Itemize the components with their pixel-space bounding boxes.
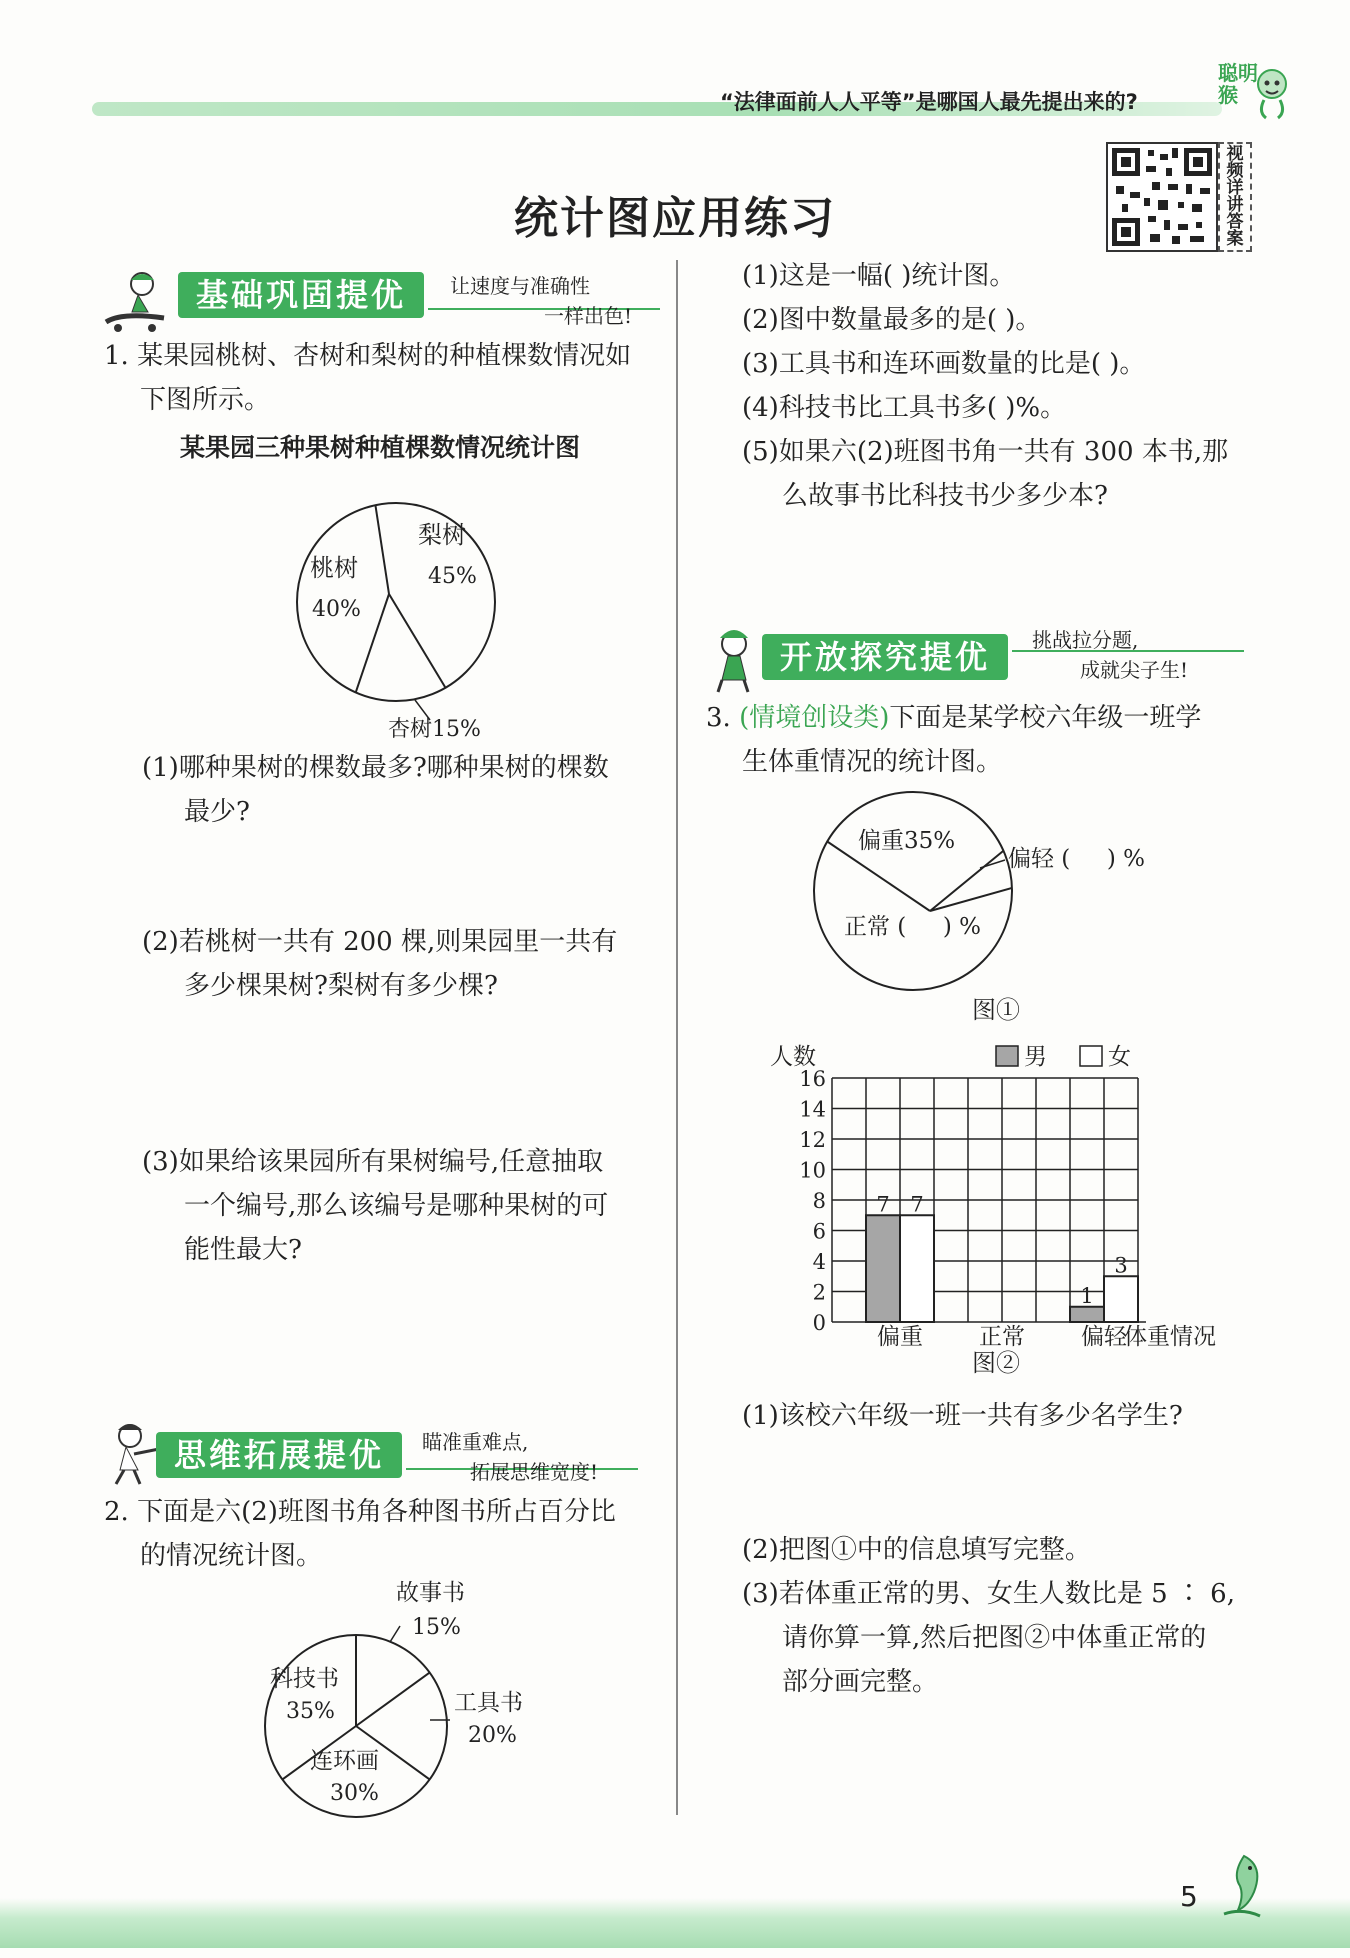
pie-divider-1 bbox=[930, 851, 1003, 911]
q1-sub3-line1: (3)如果给该果园所有果树编号,任意抽取 bbox=[142, 1147, 604, 1177]
y-tick-label: 4 bbox=[812, 1250, 826, 1274]
motto-text: “法律面前人人平等”是哪国人最先提出来的? bbox=[720, 90, 1138, 114]
q3-sub1: (1)该校六年级一班一共有多少名学生? bbox=[742, 1401, 1183, 1431]
x-tick-label: 偏重 bbox=[877, 1324, 923, 1350]
slice-label-tool: 工具书 bbox=[454, 1690, 523, 1716]
basic-slogan-2: 一样出色! bbox=[544, 304, 633, 328]
q1-chart-title: 某果园三种果树种植棵数情况统计图 bbox=[180, 433, 581, 462]
slice-value-science: 35% bbox=[286, 1699, 335, 1724]
slice-label-peach: 桃树 bbox=[310, 554, 358, 582]
thinking-section-banner bbox=[156, 1430, 646, 1484]
legend-swatch-male bbox=[996, 1046, 1018, 1066]
slice-value-peach: 40% bbox=[312, 597, 361, 622]
basic-section-tag: 基础巩固提优 bbox=[178, 272, 424, 318]
y-tick-label: 0 bbox=[812, 1311, 826, 1335]
q2-sub1: (1)这是一幅( )统计图。 bbox=[742, 261, 1016, 291]
bar-男-偏重 bbox=[866, 1215, 900, 1322]
leader-line bbox=[980, 860, 1005, 868]
q1-stem-line2: 下图所示。 bbox=[140, 385, 271, 415]
q3-sub3-line2: 请你算一算,然后把图②中体重正常的 bbox=[782, 1623, 1207, 1653]
slice-label-pear: 梨树 bbox=[418, 521, 466, 549]
y-axis-label: 人数 bbox=[770, 1044, 816, 1070]
y-tick-label: 12 bbox=[799, 1128, 826, 1152]
thinking-section-tag: 思维拓展提优 bbox=[156, 1432, 402, 1478]
weight-bar-chart bbox=[750, 1030, 1250, 1360]
pie-divider-杏树 bbox=[389, 594, 446, 688]
bar-value-label: 3 bbox=[1114, 1253, 1128, 1278]
slice-label-science: 科技书 bbox=[270, 1666, 339, 1692]
slice-value-tool: 20% bbox=[468, 1723, 517, 1748]
q3-number: 3. bbox=[706, 703, 731, 733]
legend-label-female: 女 bbox=[1108, 1044, 1131, 1070]
q3-stem-line2: 生体重情况的统计图。 bbox=[742, 747, 1003, 777]
q3-sub3-line1: (3)若体重正常的男、女生人数比是 5 ∶ 6, bbox=[742, 1579, 1235, 1609]
q2-sub2: (2)图中数量最多的是( )。 bbox=[742, 305, 1042, 335]
x-axis-label: 体重情况 bbox=[1124, 1324, 1216, 1350]
weight-pie-chart bbox=[800, 784, 1200, 994]
bar-value-label: 7 bbox=[876, 1192, 890, 1217]
q2-stem-line2: 的情况统计图。 bbox=[140, 1541, 323, 1571]
basic-section-banner bbox=[178, 272, 668, 328]
pie-divider-工具书 bbox=[356, 1673, 430, 1726]
y-tick-label: 10 bbox=[799, 1158, 826, 1183]
q2-sub4: (4)科技书比工具书多( )%。 bbox=[742, 393, 1067, 423]
explore-section-banner bbox=[762, 628, 1252, 682]
y-tick-label: 14 bbox=[799, 1097, 826, 1122]
brand-name: 聪明猴 bbox=[1218, 61, 1258, 107]
legend-swatch-female bbox=[1080, 1046, 1102, 1066]
fig1-caption: 图① bbox=[972, 996, 1020, 1024]
slice-value-pear: 45% bbox=[428, 564, 477, 589]
qr-caption: 视频详讲答案 bbox=[1218, 142, 1252, 252]
legend-label-male: 男 bbox=[1024, 1044, 1047, 1070]
thinking-kid-icon bbox=[700, 626, 770, 694]
slice-value-comic: 30% bbox=[330, 1781, 379, 1806]
x-tick-label: 偏轻 bbox=[1081, 1324, 1127, 1350]
q1-sub3-line2: 一个编号,那么该编号是哪种果树的可 bbox=[184, 1191, 609, 1221]
slice-label-story: 故事书 bbox=[396, 1580, 465, 1606]
y-tick-label: 6 bbox=[812, 1219, 826, 1244]
monkey-icon bbox=[1244, 64, 1298, 122]
bar-男-偏轻 bbox=[1070, 1307, 1104, 1322]
q3-category-tag: (情境创设类) bbox=[739, 703, 890, 733]
orchard-pie-chart bbox=[270, 470, 530, 740]
q3-sub3-line3: 部分画完整。 bbox=[782, 1667, 939, 1697]
q3-sub2: (2)把图①中的信息填写完整。 bbox=[742, 1535, 1091, 1565]
q3-stem-text: 下面是某学校六年级一班学 bbox=[889, 703, 1202, 733]
slice-label-overweight: 偏重35% bbox=[858, 828, 956, 854]
q1-sub2-line2: 多少棵果树?梨树有多少棵? bbox=[184, 971, 498, 1001]
slice-label-normal: 正常 ( ) % bbox=[844, 914, 981, 940]
column-divider bbox=[676, 260, 678, 1815]
q1-sub1-line2: 最少? bbox=[184, 797, 250, 827]
q2-sub3: (3)工具书和连环画数量的比是( )。 bbox=[742, 349, 1146, 379]
bar-value-label: 7 bbox=[910, 1192, 924, 1217]
thinking-slogan-1: 瞄准重难点, bbox=[422, 1430, 529, 1454]
page-number: 5 bbox=[1180, 1880, 1198, 1913]
q1-sub2-line1: (2)若桃树一共有 200 棵,则果园里一共有 bbox=[142, 927, 618, 957]
q3-stem-line1 bbox=[706, 696, 1201, 740]
slice-label-apricot: 杏树15% bbox=[388, 717, 481, 740]
y-tick-label: 2 bbox=[812, 1280, 826, 1305]
page-title: 统计图应用练习 bbox=[514, 193, 836, 244]
q1-sub1-line1: (1)哪种果树的棵数最多?哪种果树的棵数 bbox=[142, 753, 609, 783]
qr-code-icon[interactable] bbox=[1106, 142, 1218, 252]
pie-divider-2 bbox=[930, 888, 1012, 911]
y-tick-label: 16 bbox=[799, 1067, 826, 1091]
skateboard-kid-icon bbox=[102, 268, 172, 336]
q1-sub3-line3: 能性最大? bbox=[184, 1235, 302, 1265]
dolphin-icon bbox=[1214, 1852, 1270, 1922]
q2-sub5-line2: 么故事书比科技书少多少本? bbox=[782, 481, 1108, 511]
books-pie-chart bbox=[250, 1570, 580, 1820]
x-tick-label: 正常 bbox=[979, 1324, 1025, 1350]
q1-stem-line1: 1. 某果园桃树、杏树和梨树的种植棵数情况如 bbox=[104, 341, 632, 371]
basic-slogan-1: 让速度与准确性 bbox=[450, 274, 590, 298]
bar-value-label: 1 bbox=[1080, 1283, 1094, 1308]
bar-女-偏重 bbox=[900, 1215, 934, 1322]
pie-outline bbox=[814, 792, 1012, 990]
bar-女-偏轻 bbox=[1104, 1276, 1138, 1322]
thinking-slogan-2: 拓展思维宽度! bbox=[470, 1460, 599, 1484]
explore-slogan-1: 挑战拉分题, bbox=[1032, 628, 1139, 652]
slice-label-underweight: 偏轻 ( ) % bbox=[1008, 846, 1145, 872]
slice-label-comic: 连环画 bbox=[310, 1748, 379, 1774]
pie-divider-梨树 bbox=[375, 505, 389, 594]
slice-value-story: 15% bbox=[412, 1615, 461, 1640]
fig2-caption: 图② bbox=[972, 1349, 1020, 1377]
leader-line bbox=[390, 1626, 400, 1642]
explore-slogan-2: 成就尖子生! bbox=[1080, 658, 1189, 682]
y-tick-label: 8 bbox=[812, 1189, 826, 1213]
q2-sub5-line1: (5)如果六(2)班图书角一共有 300 本书,那 bbox=[742, 437, 1229, 467]
explore-section-tag: 开放探究提优 bbox=[762, 634, 1008, 680]
q2-stem-line1: 2. 下面是六(2)班图书角各种图书所占百分比 bbox=[104, 1497, 616, 1527]
footer-band bbox=[0, 1898, 1350, 1948]
